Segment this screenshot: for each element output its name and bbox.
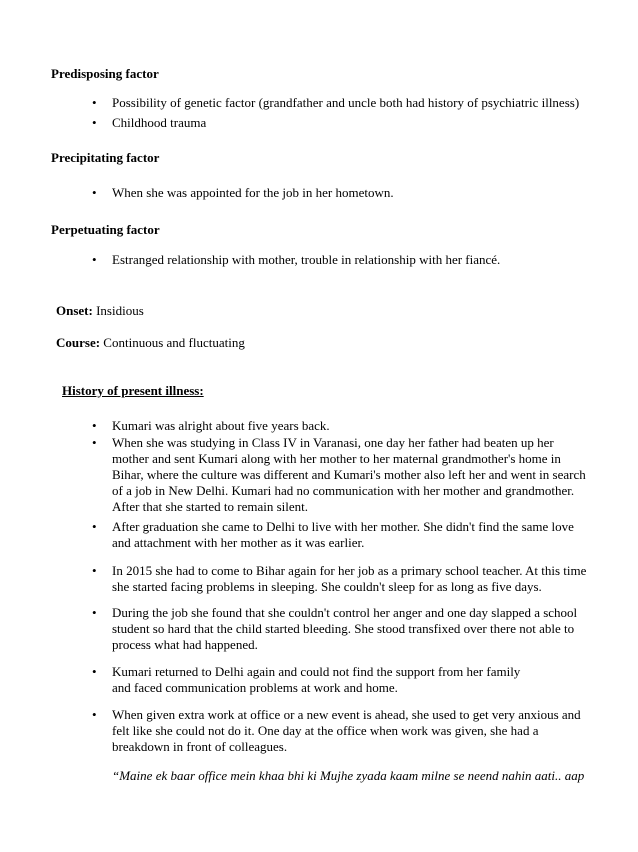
history-item-5: During the job she found that she couldn't control her anger and one day slapped a school student so hard that the child started bleeding. She stood transfixed over there not able to process what had happened. <box>112 605 578 652</box>
history-item-7: When given extra work at office or a new event is ahead, she used to get very anxious and felt like she could not do it. One day at the office when work was given, she had a breakdown in front of colleagues. <box>112 707 581 754</box>
history-item-4: In 2015 she had to come to Bihar again for her job as a primary school teacher. At this time she started facing problems in sleeping. She couldn't sleep for as long as five days. <box>112 563 587 594</box>
course-label: Course: <box>56 335 101 350</box>
onset-value: Insidious <box>96 303 144 318</box>
bullet-icon: • <box>92 664 97 679</box>
bullet-icon: • <box>92 435 97 450</box>
bullet-icon: • <box>92 563 97 578</box>
bullet-icon: • <box>92 185 97 200</box>
course-line <box>56 335 245 351</box>
onset-label: Onset: <box>56 303 93 318</box>
precipitating-item-1: When she was appointed for the job in her hometown. <box>112 185 394 200</box>
predisposing-item-1: Possibility of genetic factor (grandfather and uncle both had history of psychiatric illness) <box>112 95 580 110</box>
history-item-1: Kumari was alright about five years back. <box>112 418 330 433</box>
bullet-icon: • <box>92 707 97 722</box>
onset-line <box>56 303 144 319</box>
history-item-2: When she was studying in Class IV in Varanasi, one day her father had beaten up her mother and sent Kumari along with her mother to her maternal grandmother's home in Bihar, where the culture was different and Kumari's mother also left her and went in search of a job in New Delhi. Kumari had no communication with her mother and grandmother. After that she started to remain silent. <box>112 435 586 514</box>
bullet-icon: • <box>92 252 97 267</box>
history-heading: History of present illness: <box>62 383 204 398</box>
bullet-icon: • <box>92 418 97 433</box>
precipitating-heading: Precipitating factor <box>51 150 160 165</box>
predisposing-heading: Predisposing factor <box>51 66 159 81</box>
history-item-6: Kumari returned to Delhi again and could not find the support from her family and faced communication problems at work and home. <box>112 664 521 695</box>
bullet-icon: • <box>92 115 97 130</box>
perpetuating-heading: Perpetuating factor <box>51 222 160 237</box>
bullet-icon: • <box>92 605 97 620</box>
predisposing-item-2: Childhood trauma <box>112 115 207 130</box>
course-value: Continuous and fluctuating <box>103 335 245 350</box>
bullet-icon: • <box>92 519 97 534</box>
history-item-3: After graduation she came to Delhi to live with her mother. She didn't find the same love and attachment with her mother as it was earlier. <box>112 519 574 550</box>
perpetuating-item-1: Estranged relationship with mother, trouble in relationship with her fiancé. <box>112 252 501 267</box>
patient-quote: “Maine ek baar office mein khaa bhi ki Mujhe zyada kaam milne se neend nahin aati.. aap <box>112 768 585 783</box>
bullet-icon: • <box>92 95 97 110</box>
